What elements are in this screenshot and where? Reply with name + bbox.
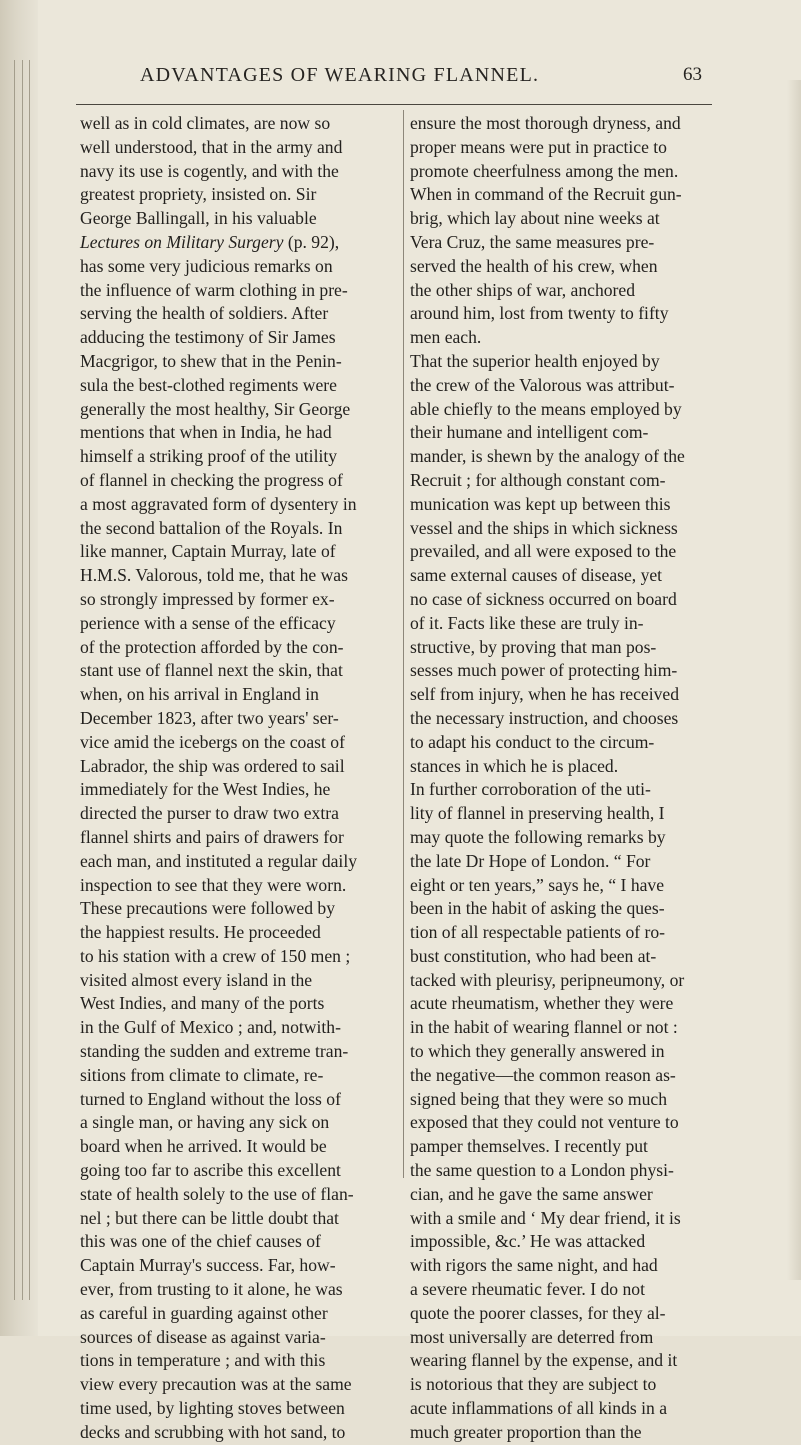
text-line: serving the health of soldiers. After	[80, 303, 329, 324]
text-line: impossible, &c.’ He was attacked	[410, 1231, 646, 1252]
text-line: directed the purser to draw two extra	[80, 803, 339, 824]
column-divider	[403, 110, 404, 1178]
gutter-line	[29, 60, 30, 1300]
text-line: navy its use is cogently, and with the	[80, 160, 339, 181]
text-line: mander, is shewn by the analogy of the	[410, 446, 685, 467]
text-line: Vera Cruz, the same measures pre-	[410, 231, 655, 252]
text-line: nel ; but there can be little doubt that	[80, 1207, 339, 1228]
text-line: Captain Murray's success. Far, how-	[80, 1255, 336, 1276]
text-line: vessel and the ships in which sickness	[410, 517, 678, 538]
text-line: most universally are deterred from	[410, 1326, 654, 1347]
text-line: has some very judicious remarks on	[80, 255, 333, 276]
text-line: tacked with pleurisy, peripneumony, or	[410, 969, 685, 990]
text-line: exposed that they could not venture to	[410, 1112, 679, 1133]
left-text-column	[80, 112, 398, 1445]
text-line: the influence of warm clothing in pre-	[80, 279, 348, 300]
text-line: turned to England without the loss of	[80, 1088, 341, 1109]
text-line: cian, and he gave the same answer	[410, 1183, 653, 1204]
text-line: state of health solely to the use of flan-	[80, 1183, 354, 1204]
text-line: stances in which he is placed.	[410, 755, 619, 776]
text-line: the same question to a London physi-	[410, 1160, 674, 1181]
text-line: able chiefly to the means employed by	[410, 398, 682, 419]
text-line: the crew of the Valorous was attribut-	[410, 374, 675, 395]
text-line: like manner, Captain Murray, late of	[80, 541, 336, 562]
text-line: time used, by lighting stoves between	[80, 1398, 345, 1419]
text-line: men each.	[410, 327, 482, 348]
text-line: lity of flannel in preserving health, I	[410, 803, 665, 824]
text-line: this was one of the chief causes of	[80, 1231, 321, 1252]
text-line: may quote the following remarks by	[410, 826, 666, 847]
text-line: ensure the most thorough dryness, and	[410, 113, 681, 133]
text-line: eight or ten years,” says he, “ I have	[410, 874, 665, 895]
text-line: when, on his arrival in England in	[80, 684, 319, 705]
text-line: That the superior health enjoyed by	[410, 350, 660, 371]
text-line	[80, 231, 398, 255]
text-line: perience with a sense of the efficacy	[80, 612, 336, 633]
text-line: quote the poorer classes, for they al-	[410, 1302, 666, 1323]
text-line: sources of disease as against varia-	[80, 1326, 326, 1347]
text-line: well as in cold climates, are now so	[80, 113, 331, 133]
italic-title: Lectures on Military Surgery	[80, 231, 284, 252]
text-line: munication was kept up between this	[410, 493, 671, 514]
text-line: These precautions were followed by	[80, 898, 336, 919]
text-line: to adapt his conduct to the circum-	[410, 731, 655, 752]
text-line: When in command of the Recruit gun-	[410, 184, 682, 205]
text-line: the second battalion of the Royals. In	[80, 517, 343, 538]
text-line: proper means were put in practice to	[410, 136, 667, 157]
page-edge-shadow	[787, 80, 801, 1280]
text-line: sesses much power of protecting him-	[410, 660, 678, 681]
text-line: acute rheumatism, whether they were	[410, 993, 674, 1014]
text-line: Labrador, the ship was ordered to sail	[80, 755, 345, 776]
header-rule	[76, 104, 712, 105]
text-line: generally the most healthy, Sir George	[80, 398, 351, 419]
text-line: George Ballingall, in his valuable	[80, 208, 317, 229]
text-line: is notorious that they are subject to	[410, 1374, 657, 1395]
text-line: the negative—the common reason as-	[410, 1064, 676, 1085]
text-line: tion of all respectable patients of ro-	[410, 922, 666, 943]
text-line: wearing flannel by the expense, and it	[410, 1350, 678, 1371]
gutter-line	[14, 60, 15, 1300]
text-line: signed being that they were so much	[410, 1088, 667, 1109]
text-line: Macgrigor, to shew that in the Penin-	[80, 350, 342, 371]
text-line: well understood, that in the army and	[80, 136, 343, 157]
text-line: greatest propriety, insisted on. Sir	[80, 184, 317, 205]
text-line: visited almost every island in the	[80, 969, 313, 990]
text-line: no case of sickness occurred on board	[410, 588, 677, 609]
right-text-column	[410, 112, 710, 1445]
page-number: 63	[683, 64, 702, 85]
text-line: prevailed, and all were exposed to the	[410, 541, 677, 562]
text-line: same external causes of disease, yet	[410, 565, 663, 586]
text-line: mentions that when in India, he had	[80, 422, 332, 443]
text-line: immediately for the West Indies, he	[80, 779, 331, 800]
text-line: around him, lost from twenty to fifty	[410, 303, 669, 324]
text-line: structive, by proving that man pos-	[410, 636, 657, 657]
text-line: much greater proportion than the	[410, 1421, 642, 1442]
text-line: served the health of his crew, when	[410, 255, 658, 276]
text-line: acute inflammations of all kinds in a	[410, 1398, 667, 1419]
text-line: December 1823, after two years' ser-	[80, 707, 339, 728]
text-line: himself a striking proof of the utility	[80, 446, 338, 467]
text-line: adducing the testimony of Sir James	[80, 327, 336, 348]
running-title: ADVANTAGES OF WEARING FLANNEL.	[140, 64, 540, 86]
text-line: flannel shirts and pairs of drawers for	[80, 826, 344, 847]
text-line: standing the sudden and extreme tran-	[80, 1041, 349, 1062]
text-line: sula the best-clothed regiments were	[80, 374, 337, 395]
text-line: self from injury, when he has received	[410, 684, 680, 705]
text-line: of the protection afforded by the con-	[80, 636, 344, 657]
text-line: stant use of flannel next the skin, that	[80, 660, 343, 681]
text-line: inspection to see that they were worn.	[80, 874, 347, 895]
text-line: to his station with a crew of 150 men ;	[80, 945, 351, 966]
text-line: brig, which lay about nine weeks at	[410, 208, 660, 229]
text-line: to which they generally answered in	[410, 1041, 665, 1062]
text-line: in the habit of wearing flannel or not :	[410, 1017, 678, 1038]
text-line: with a smile and ‘ My dear friend, it is	[410, 1207, 681, 1228]
text-line: West Indies, and many of the ports	[80, 993, 325, 1014]
text-line: tions in temperature ; and with this	[80, 1350, 326, 1371]
text-line: view every precaution was at the same	[80, 1374, 352, 1395]
text-line: sitions from climate to climate, re-	[80, 1064, 324, 1085]
text-line: decks and scrubbing with hot sand, to	[80, 1421, 346, 1442]
text-line: board when he arrived. It would be	[80, 1136, 327, 1157]
text-line: In further corroboration of the uti-	[410, 779, 651, 800]
gutter-line	[22, 60, 23, 1300]
binding-gutter	[0, 0, 38, 1336]
text-line: with rigors the same night, and had	[410, 1255, 658, 1276]
text-line: each man, and instituted a regular daily	[80, 850, 357, 871]
text-line: of it. Facts like these are truly in-	[410, 612, 644, 633]
text-line: the necessary instruction, and chooses	[410, 707, 679, 728]
text-line: pamper themselves. I recently put	[410, 1136, 648, 1157]
text-line: vice amid the icebergs on the coast of	[80, 731, 345, 752]
text-line: so strongly impressed by former ex-	[80, 588, 335, 609]
text-line: in the Gulf of Mexico ; and, notwith-	[80, 1017, 341, 1038]
text-line: H.M.S. Valorous, told me, that he was	[80, 565, 348, 586]
text-line: ever, from trusting to it alone, he was	[80, 1279, 343, 1300]
text-line: bust constitution, who had been at-	[410, 945, 657, 966]
text-line: as careful in guarding against other	[80, 1302, 328, 1323]
text-line: a most aggravated form of dysentery in	[80, 493, 357, 514]
text-line: Recruit ; for although constant com-	[410, 469, 666, 490]
text-line: their humane and intelligent com-	[410, 422, 649, 443]
text-line: a single man, or having any sick on	[80, 1112, 330, 1133]
text-line: promote cheerfulness among the men.	[410, 160, 679, 181]
text-line: the happiest results. He proceeded	[80, 922, 321, 943]
text-line: of flannel in checking the progress of	[80, 469, 343, 490]
text-line: going too far to ascribe this excellent	[80, 1160, 341, 1181]
text-fragment: (p. 92),	[283, 231, 340, 252]
text-line: the late Dr Hope of London. “ For	[410, 850, 651, 871]
text-line: a severe rheumatic fever. I do not	[410, 1279, 645, 1300]
text-line: the other ships of war, anchored	[410, 279, 636, 300]
text-line: been in the habit of asking the ques-	[410, 898, 665, 919]
